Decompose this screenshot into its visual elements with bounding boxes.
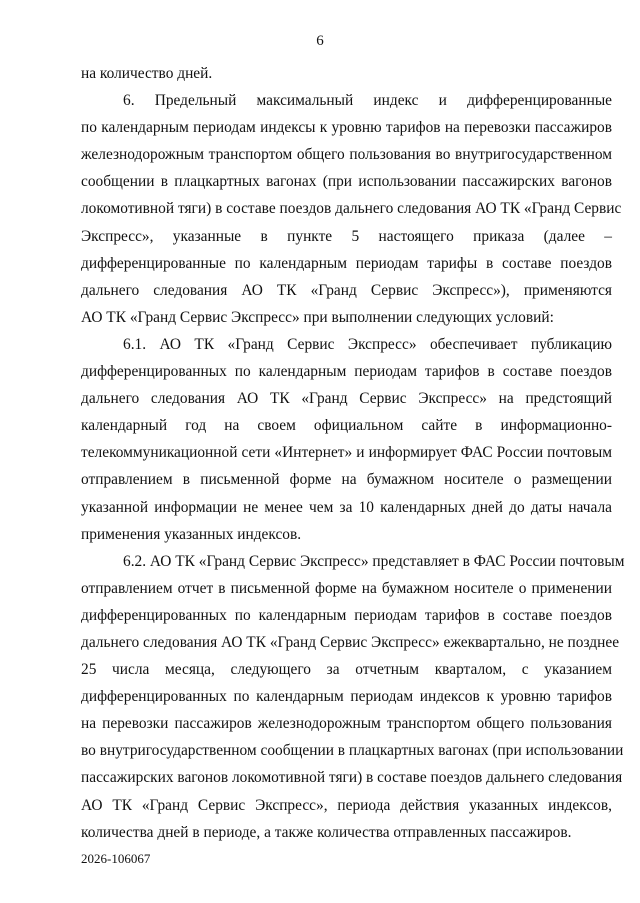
- text-line: Экспресс», указанные в пункте 5 настоящего приказа (далее –: [81, 227, 612, 245]
- text-line: на перевозки пассажиров железнодорожным транспортом общего пользования: [81, 715, 612, 733]
- text-line: дифференцированных по календарным периодам тарифов в составе поездов: [81, 606, 612, 624]
- text-line: АО ТК «Гранд Сервис Экспресс» при выполнении следующих условий:: [81, 308, 554, 326]
- text-line: локомотивной тяги) в составе поездов дальнего следования АО ТК «Гранд Сервис: [81, 200, 622, 218]
- text-line: указанной информации не менее чем за 10 календарных дней до даты начала: [81, 498, 612, 516]
- text-line: дальнего следования АО ТК «Гранд Сервис Экспресс» на предстоящий: [81, 390, 612, 408]
- text-line: дальнего следования АО ТК «Гранд Сервис Экспресс» ежеквартально, не позднее: [81, 633, 620, 651]
- text-line: дифференцированных по календарным периодам тарифов в составе поездов: [81, 363, 612, 381]
- text-line: 25 числа месяца, следующего за отчетным кварталом, с указанием: [81, 661, 612, 679]
- text-line: дифференцированные по календарным периодам тарифы в составе поездов: [81, 254, 612, 272]
- text-line: железнодорожным транспортом общего пользования во внутригосударственном: [81, 146, 612, 164]
- page-number: 6: [316, 33, 324, 49]
- text-line: телекоммуникационной сети «Интернет» и информирует ФАС России почтовым: [81, 444, 612, 462]
- text-line: количества дней в периоде, а также количества отправленных пассажиров.: [81, 823, 572, 841]
- text-line: по календарным периодам индексы к уровню тарифов на перевозки пассажиров: [81, 119, 612, 137]
- text-line: сообщении в плацкартных вагонах (при использовании пассажирских вагонов: [81, 173, 612, 191]
- text-line: дифференцированных по календарным периодам индексов к уровню тарифов: [81, 688, 612, 706]
- text-line: на количество дней.: [81, 65, 213, 82]
- document-code: 2026-106067: [81, 851, 151, 866]
- text-line: пассажирских вагонов локомотивной тяги) в составе поездов дальнего следования: [81, 769, 623, 787]
- text-line: 6.1. АО ТК «Гранд Сервис Экспресс» обеспечивает публикацию: [123, 335, 612, 353]
- text-line: 6. Предельный максимальный индекс и дифференцированные: [123, 92, 612, 110]
- text-line: дальнего следования АО ТК «Гранд Сервис Экспресс»), применяются: [81, 281, 612, 299]
- text-line: 6.2. АО ТК «Гранд Сервис Экспресс» представляет в ФАС России почтовым: [123, 552, 625, 570]
- text-line: календарный год на своем официальном сайте в информационно-: [81, 417, 612, 435]
- text-line: отправлением в письменной форме на бумажном носителе о размещении: [81, 471, 612, 489]
- text-line: отправлением отчет в письменной форме на бумажном носителе о применении: [81, 579, 612, 597]
- text-line: АО ТК «Гранд Сервис Экспресс», периода действия указанных индексов,: [81, 796, 612, 814]
- text-line: во внутригосударственном сообщении в плацкартных вагонах (при использовании: [81, 742, 624, 760]
- text-line: применения указанных индексов.: [81, 525, 302, 543]
- body-text: [81, 60, 625, 846]
